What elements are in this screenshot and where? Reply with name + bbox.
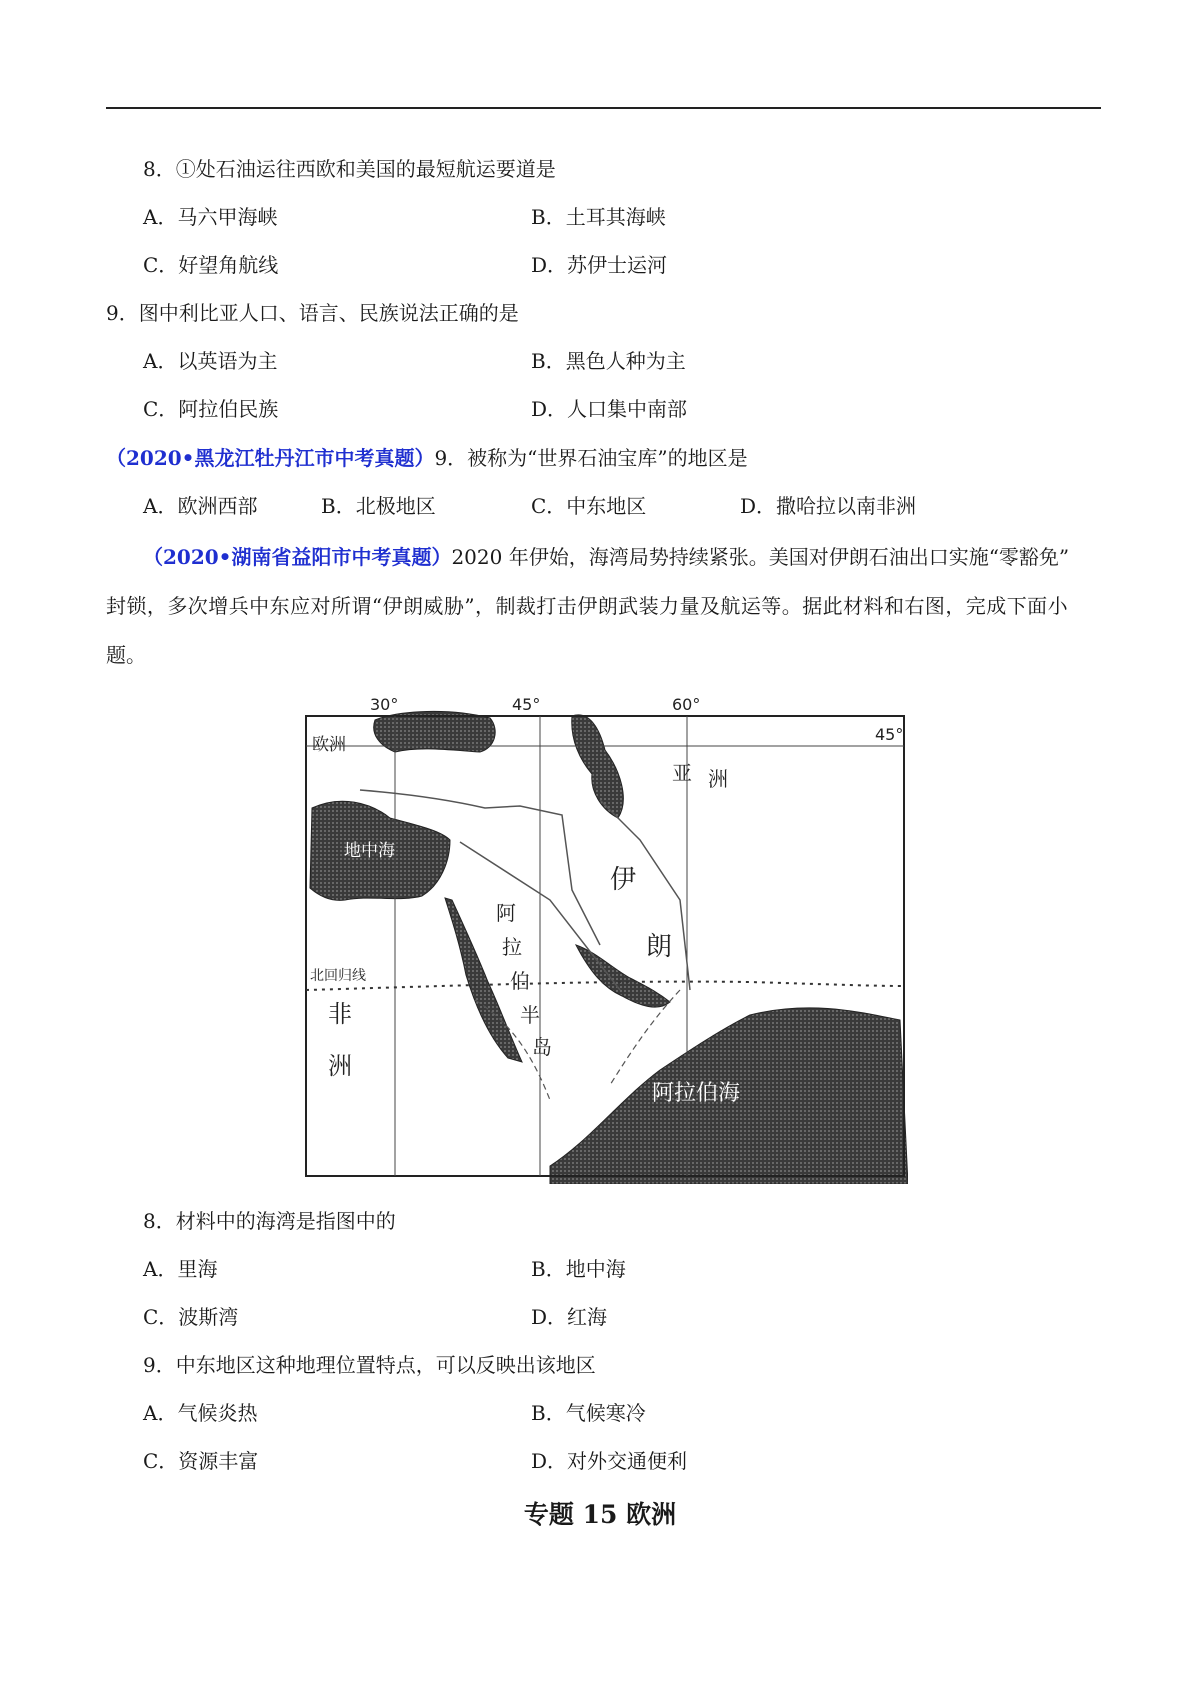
label-africa-1: 非 bbox=[328, 1000, 352, 1028]
label-arabia-4: 半 bbox=[520, 1003, 540, 1027]
label-iran-2: 朗 bbox=[646, 932, 673, 962]
lon-label-60: 60° bbox=[672, 695, 701, 714]
label-mediterranean: 地中海 bbox=[344, 841, 395, 861]
question-9a-stem: 9．图中利比亚人口、语言、民族说法正确的是 bbox=[106, 301, 519, 325]
question-hlj-source: （2020•黑龙江牡丹江市中考真题） bbox=[106, 446, 435, 470]
q-hlj-option-a: A．欧洲西部 bbox=[143, 494, 258, 518]
question-8b-stem: 8．材料中的海湾是指图中的 bbox=[143, 1209, 396, 1233]
q9a-option-d: D．人口集中南部 bbox=[531, 397, 688, 421]
q8b-option-a: A．里海 bbox=[143, 1257, 218, 1281]
label-asia-2: 洲 bbox=[708, 767, 728, 791]
lon-label-30: 30° bbox=[370, 695, 399, 714]
label-arabia-5: 岛 bbox=[532, 1035, 552, 1059]
q9b-option-a: A．气候炎热 bbox=[143, 1401, 258, 1425]
label-arabia-3: 伯 bbox=[510, 969, 530, 993]
lat-label-45: 45° bbox=[875, 725, 904, 744]
question-9b-stem: 9．中东地区这种地理位置特点，可以反映出该地区 bbox=[143, 1353, 596, 1377]
passage-source: （2020•湖南省益阳市中考真题） bbox=[143, 545, 452, 569]
section-title: 专题 15 欧洲 bbox=[523, 1500, 677, 1529]
passage-text-1: 2020 年伊始，海湾局势持续紧张。美国对伊朗石油出口实施“零豁免” bbox=[451, 545, 1070, 569]
label-asia-1: 亚 bbox=[672, 761, 692, 785]
q8b-option-d: D．红海 bbox=[531, 1305, 608, 1329]
passage-line-3: 题。 bbox=[106, 643, 146, 667]
label-arabia-2: 拉 bbox=[502, 935, 522, 959]
q-hlj-option-d: D．撒哈拉以南非洲 bbox=[740, 494, 917, 518]
q8a-option-d: D．苏伊士运河 bbox=[531, 253, 668, 277]
q9b-option-c: C．资源丰富 bbox=[143, 1449, 259, 1473]
passage-line-2: 封锁，多次增兵中东应对所谓“伊朗威胁”，制裁打击伊朗武装力量及航运等。据此材料和右图，完成下面小 bbox=[106, 594, 1069, 618]
question-8a-stem: 8．①处石油运往西欧和美国的最短航运要道是 bbox=[143, 157, 556, 181]
q-hlj-option-c: C．中东地区 bbox=[531, 494, 647, 518]
q9a-option-a: A．以英语为主 bbox=[143, 349, 278, 373]
q9a-option-b: B．黑色人种为主 bbox=[531, 349, 686, 373]
q9b-option-b: B．气候寒冷 bbox=[531, 1401, 646, 1425]
question-hlj bbox=[106, 444, 748, 472]
q8a-option-b: B．土耳其海峡 bbox=[531, 205, 666, 229]
question-hlj-stem: 9．被称为“世界石油宝库”的地区是 bbox=[434, 446, 748, 470]
label-europe: 欧洲 bbox=[312, 735, 346, 755]
label-africa-2: 洲 bbox=[328, 1052, 352, 1080]
q-hlj-option-b: B．北极地区 bbox=[321, 494, 436, 518]
label-iran-1: 伊 bbox=[610, 865, 637, 895]
header-rule bbox=[106, 107, 1101, 109]
q8a-option-c: C．好望角航线 bbox=[143, 253, 279, 277]
middle-east-map bbox=[300, 690, 908, 1184]
label-arabian-sea: 阿拉伯海 bbox=[652, 1081, 741, 1106]
label-arabia-1: 阿 bbox=[496, 901, 516, 925]
passage-line-1 bbox=[143, 543, 1069, 571]
q8b-option-c: C．波斯湾 bbox=[143, 1305, 239, 1329]
label-tropic: 北回归线 bbox=[310, 968, 366, 984]
q8a-option-a: A．马六甲海峡 bbox=[143, 205, 278, 229]
q9b-option-d: D．对外交通便利 bbox=[531, 1449, 688, 1473]
q9a-option-c: C．阿拉伯民族 bbox=[143, 397, 279, 421]
q8b-option-b: B．地中海 bbox=[531, 1257, 626, 1281]
lon-label-45: 45° bbox=[512, 695, 541, 714]
